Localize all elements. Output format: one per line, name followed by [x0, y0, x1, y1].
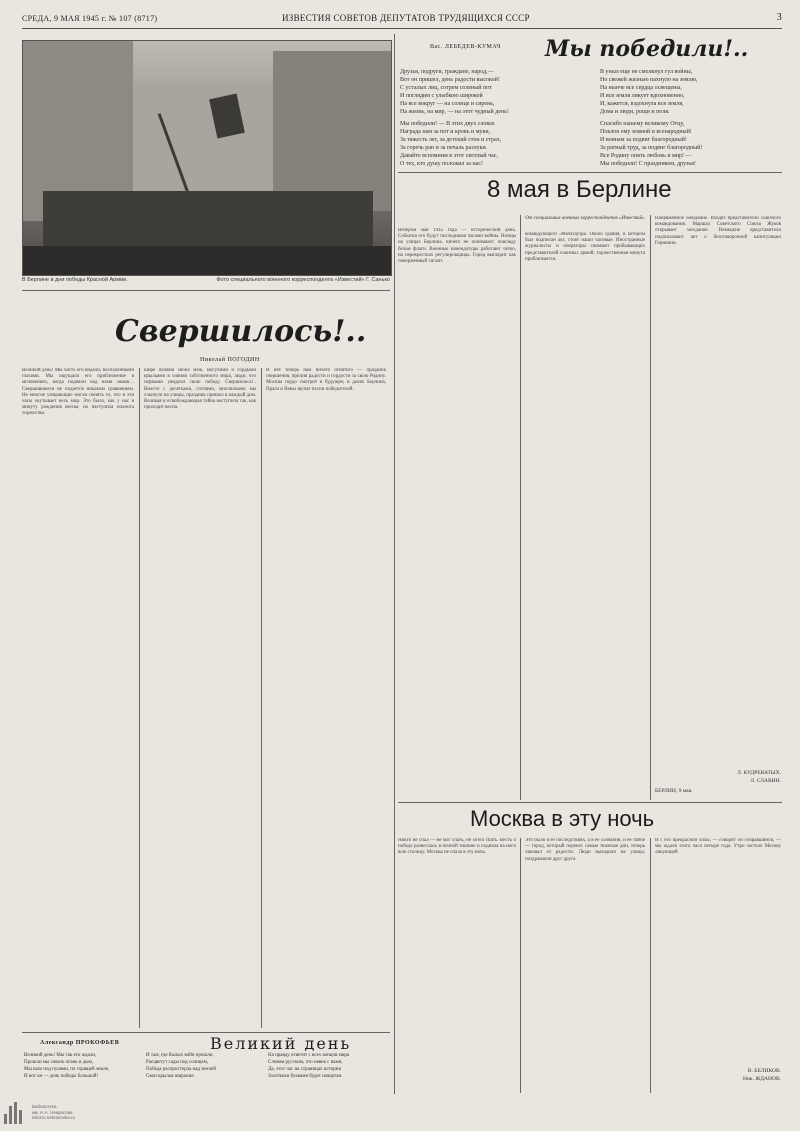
page-number: 3	[776, 12, 782, 23]
great-day-title: Великий день	[210, 1034, 352, 1053]
poem-stanza-2: Мы победили! — В этих двух словах Награда нам за пот и кровь и муки, За тяжесть лет, за детский стон и страх, За горечь ран и за печаль разлуки. Давайте вспомним в этот светлый час, О тех, кто душу положил за нас!	[400, 121, 502, 167]
great-day-author: Александр ПРОКОФЬЕВ	[40, 1040, 120, 1046]
moscow-signoff-2: Ник. ЖДАНОВ.	[743, 1076, 781, 1082]
newspaper-title: ИЗВЕСТИЯ СОВЕТОВ ДЕПУТАТОВ ТРУДЯЩИХСЯ СССР	[282, 13, 530, 23]
poem-author: Вас. ЛЕБЕДЕВ-КУМАЧ	[430, 44, 501, 50]
moscow-col-2: Это было в ее последствиях, а в ее сознании, и ее тайне — город, который перенес самые тяжелые дни, теперь ликовал от радости. Люди выходили на улицы, поздравляли друг друга.	[525, 838, 645, 862]
library-logo-icon	[4, 1102, 28, 1124]
library-url: electro.nekrasovka.ru	[32, 1115, 76, 1120]
main-article-title: Свершилось!..	[115, 314, 367, 349]
berlin-title: 8 мая в Берлине	[487, 176, 672, 203]
library-name: Библиотека	[32, 1104, 57, 1109]
berlin-col-1: Вечером мая 1945 года — исторический день. События его будут последними часами войны. Немцы на улицах Берлина, ничего не понимают; повсюду белые флаги. Военные комендатуры работают четко, на перекрестках регулировщицы. Город выглядит как поверженный гигант.	[398, 228, 516, 265]
berlin-place-date: БЕРЛИН, 9 мая.	[655, 788, 693, 794]
moscow-title: Москва в эту ночь	[470, 806, 655, 831]
main-article-col-1: Великий день! Мы часто его видели, воспаленными глазами. Мы ощущали его приближение в мгновениях, когда подняли над нами знамя… Свершившееся не подается никаким сравнениям. Не многие умирающие могли понять то, что в эти часы окутывает весь мир. Это было, как у нас в минуту рождения весны; но наступила полнота торжества.	[22, 368, 134, 417]
great-day-stanza-1: Великий день! Мы так его ждали, Прошли мы сквозь огонь и дым, Мы шли под пулями, по горящей земле, И вот он — день победы большой!	[24, 1053, 110, 1079]
caption-text: В Берлине в дни победы Красной Армии.	[22, 277, 128, 283]
main-article-col-2: шире полями своих меж, могучими и гордыми крыльями в сиянии собственного мира, люди, что первыми увидели свою победу. Свершилось!.. Вместе с десятками, сотнями, миллионами мы хлынули на улицы, праздник пришел в каждый дом. Великая и освобождающая тайна наступила так, как приходит весна.	[144, 368, 256, 411]
berlin-subtitle: От специальных военных корреспондентов «Известий»	[525, 216, 645, 221]
great-day-stanza-3: На правду ответит с всех концов мира Словом русским, что навек с нами, Да, этот час на страницах истории Золотыми буквами будет начертан.	[268, 1053, 350, 1079]
masthead	[22, 10, 782, 29]
moscow-col-3: И с его прекрасной силы, — говорит он собравшимся, — мы ждали этого часа четыре года. Утро застало Москву ликующей.	[655, 838, 781, 856]
great-day-stanza-2: И там, где былых войн прошли, Расцветут сады под солнцем, Победа распростерла над землей Свои крылья широкие.	[146, 1053, 216, 1079]
issue-date: СРЕДА, 9 МАЯ 1945 г. № 107 (8717)	[22, 14, 158, 23]
main-article-author: Николай ПОГОДИН	[200, 357, 260, 363]
berlin-col-2: командующего Эйзенхауэра. Около здания, в котором был подписан акт, стоят наши часовые. Иностранные журналисты и операторы снимают прибывающих представителей союзных армий; торжественная минута приближается.	[525, 232, 645, 262]
poem-stanza-4: Спасибо нашему великому Отцу, Поклон ему земной и всенародный! И воинам за подвиг благородный! За ратный труд, за подвиг благородный! Все Родину опять любовь и мир! — Мы победили! С праздником, друзья!	[600, 121, 703, 167]
berlin-col-3: Напряженное ожидание. Входят представители союзного командования. Маршал Советского Союза Жуков открывает заседание. Немецкие представители подписывают акт о безоговорочной капитуляции Германии.	[655, 216, 781, 246]
photo-credit: Фото специального военного корреспондента «Известий» Г. Санько	[216, 277, 390, 283]
library-watermark	[4, 1098, 84, 1128]
moscow-signoff-1: В. БЕЛИКОВ.	[747, 1068, 781, 1074]
berlin-signoff-1: Л. КУДРЕВАТЫХ.	[737, 770, 781, 776]
photo-caption	[22, 277, 390, 283]
victory-photo	[22, 40, 392, 276]
moscow-col-1: Никто не спал — не мог спать, не хотел спать. Весть о победе разнеслась в ночной тишине и подняла на ноги всю столицу. Москва не спала в эту ночь.	[398, 838, 516, 856]
library-name-2: им. Н.А. Некрасова	[32, 1109, 73, 1115]
poem-stanza-3: В уныл еще не смолкнул гул войны, Но свежей жизнью пахнуло на землю, На нынче все сердца освещены, И вся земля ликует вдохновенно, И, кажется, вздохнула вся земля, Дома и люди, рощи и поля.	[600, 69, 698, 115]
poem-stanza-1: Друзья, подруги, граждане, народ,— Вот он пришел, день радости высокой! С усталых лиц, сотрем соленый пот И поглядим с улыбкою широкой На все вокруг — на солнце и сирень, На жизнь, на мир, — на этот чудный день!	[400, 69, 509, 115]
poem-title: Мы победили!..	[545, 36, 749, 62]
main-article-col-3: И нет теперь нам ничего отнятого — праздник свершения, прилив радости и гордости за свою Родину. Москва гордо смотрит в будущее; в далях Берлина, Праги и Вены звучат песни победителей.	[266, 368, 386, 392]
berlin-signoff-2: Л. СЛАВИН.	[750, 778, 781, 784]
